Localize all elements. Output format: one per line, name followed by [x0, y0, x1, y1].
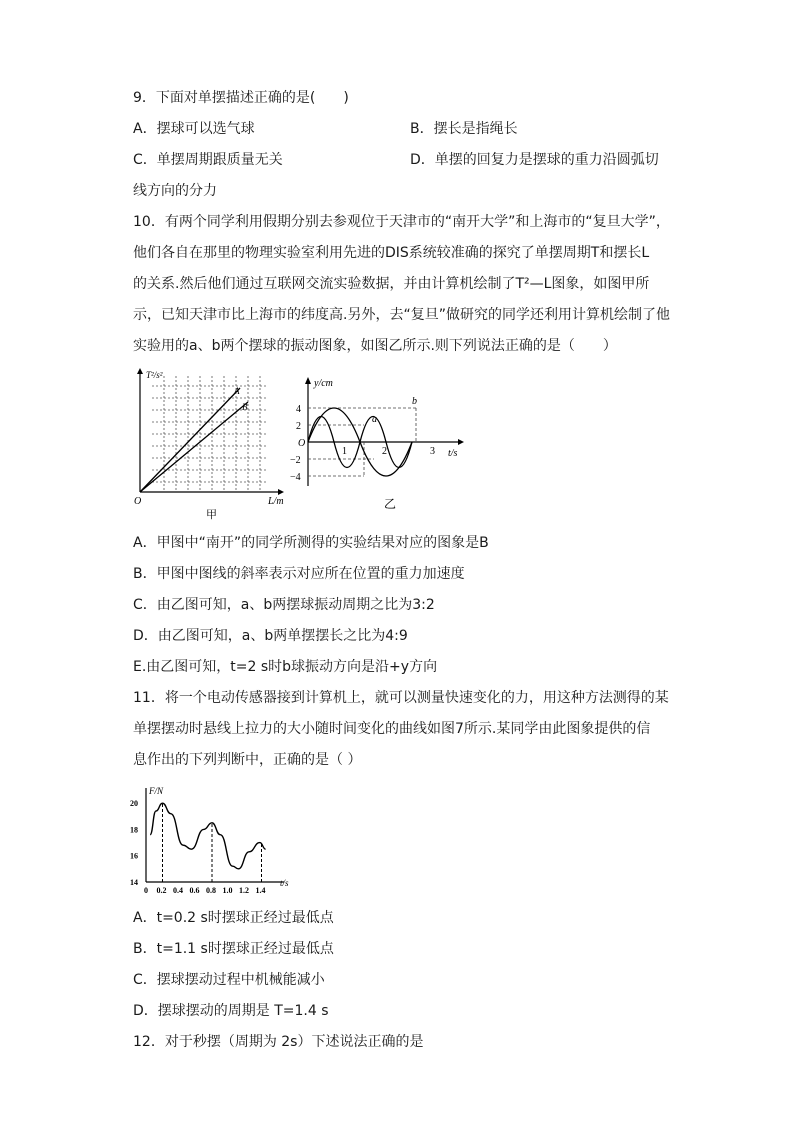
- q11-option-a: A．t=0.2 s时摆球正经过最低点: [133, 910, 334, 926]
- q10-option-b: B．甲图中图线的斜率表示对应所在位置的重力加速度: [133, 566, 465, 582]
- q9-stem: 9．下面对单摆描述正确的是( ): [133, 90, 349, 106]
- q10-option-a: A．甲图中“南开”的同学所测得的实验结果对应的图象是B: [133, 535, 489, 551]
- q11-option-b: B．t=1.1 s时摆球正经过最低点: [133, 941, 334, 957]
- y-tick-label: 18: [130, 825, 138, 835]
- q10-option-e: E.由乙图可知，t=2 s时b球振动方向是沿+y方向: [133, 659, 438, 675]
- x-tick-label: 0: [144, 886, 148, 895]
- q10-stem-line: 实验用的a、b两个摆球的振动图象，如图乙所示.则下列说法正确的是（ ）: [133, 338, 617, 354]
- x-tick-label: 1.2: [239, 886, 249, 895]
- figure-caption: 乙: [384, 497, 397, 511]
- figure-jia: [128, 366, 298, 521]
- q10-stem-line: 的关系.然后他们通过互联网交流实验数据，并由计算机绘制了T²—L图象，如图甲所: [133, 276, 650, 292]
- q11-option-d: D．摆球摆动的周期是 T=1.4 s: [133, 1003, 329, 1019]
- x-tick-label: 1.4: [255, 886, 266, 895]
- x-axis-label: t/s: [448, 448, 458, 459]
- y-axis-label: y/cm: [314, 378, 333, 389]
- q11-stem-line: 息作出的下列判断中，正确的是（ ）: [133, 752, 362, 768]
- q11-stem-line: 11．将一个电动传感器接到计算机上，就可以测量快速变化的力，用这种方法测得的某: [133, 690, 669, 706]
- line-a: [140, 388, 240, 492]
- q10-stem-line: 他们各自在那里的物理实验室利用先进的DIS系统较准确的探究了单摆周期T和摆长L: [133, 245, 650, 261]
- y-tick-label: 20: [130, 799, 138, 809]
- y-tick-4: 4: [296, 404, 301, 415]
- x-tick-label: 0.4: [173, 886, 183, 895]
- q9-option-b: B．摆长是指绳长: [410, 121, 518, 137]
- y-tick-label: 14: [130, 878, 138, 887]
- y-tick-2: 2: [296, 421, 301, 432]
- x-tick-3: 3: [430, 446, 435, 457]
- x-tick-2: 2: [382, 446, 387, 457]
- y-tick-neg2: −2: [290, 455, 301, 466]
- figure-yi: [288, 374, 473, 514]
- origin-label: O: [134, 496, 142, 507]
- q11-option-c: C．摆球摆动过程中机械能减小: [133, 972, 325, 988]
- q9-option-d-cont: 线方向的分力: [133, 183, 217, 199]
- q11-chart: [128, 784, 296, 896]
- q10-stem-line: 10．有两个同学利用假期分别去参观位于天津市的“南开大学”和上海市的“复旦大学”，: [133, 214, 670, 230]
- curve-b-label: b: [412, 396, 417, 407]
- line-a-label: A: [234, 386, 240, 396]
- q11-stem-line: 单摆摆动时悬线上拉力的大小随时间变化的曲线如图7所示.某同学由此图象提供的信: [133, 721, 651, 737]
- q10-option-d: D．由乙图可知，a、b两单摆摆长之比为4:9: [133, 628, 408, 644]
- y-tick-label: 16: [130, 851, 138, 861]
- x-axis-label: L/m: [268, 496, 284, 507]
- y-axis-label: T²/s²: [146, 370, 163, 380]
- line-b: [140, 402, 248, 492]
- q9-option-a: A．摆球可以选气球: [133, 121, 255, 137]
- x-axis-label: t/s: [280, 878, 289, 888]
- x-tick-label: 1.0: [222, 886, 233, 895]
- x-tick-label: 0.6: [189, 886, 200, 895]
- x-tick-label: 0.2: [156, 886, 167, 895]
- figure-caption: 甲: [206, 509, 217, 521]
- q10-option-c: C．由乙图可知，a、b两摆球振动周期之比为3:2: [133, 597, 435, 613]
- x-tick-label: 0.8: [206, 886, 216, 895]
- origin-label: O: [298, 438, 306, 449]
- q10-stem-line: 示，已知天津市比上海市的纬度高.另外，去“复旦”做研究的同学还利用计算机绘制了他: [133, 307, 670, 323]
- y-tick-neg4: −4: [290, 472, 301, 483]
- q9-option-d: D．单摆的回复力是摆球的重力沿圆弧切: [410, 152, 659, 168]
- x-tick-1: 1: [342, 446, 347, 457]
- curve-a-label: a: [372, 414, 377, 425]
- line-b-label: B: [242, 402, 248, 412]
- q9-option-c: C．单摆周期跟质量无关: [133, 152, 283, 168]
- q12-stem: 12．对于秒摆（周期为 2s）下述说法正确的是: [133, 1034, 424, 1050]
- y-axis-label: F/N: [149, 786, 164, 796]
- force-curve: [150, 803, 266, 869]
